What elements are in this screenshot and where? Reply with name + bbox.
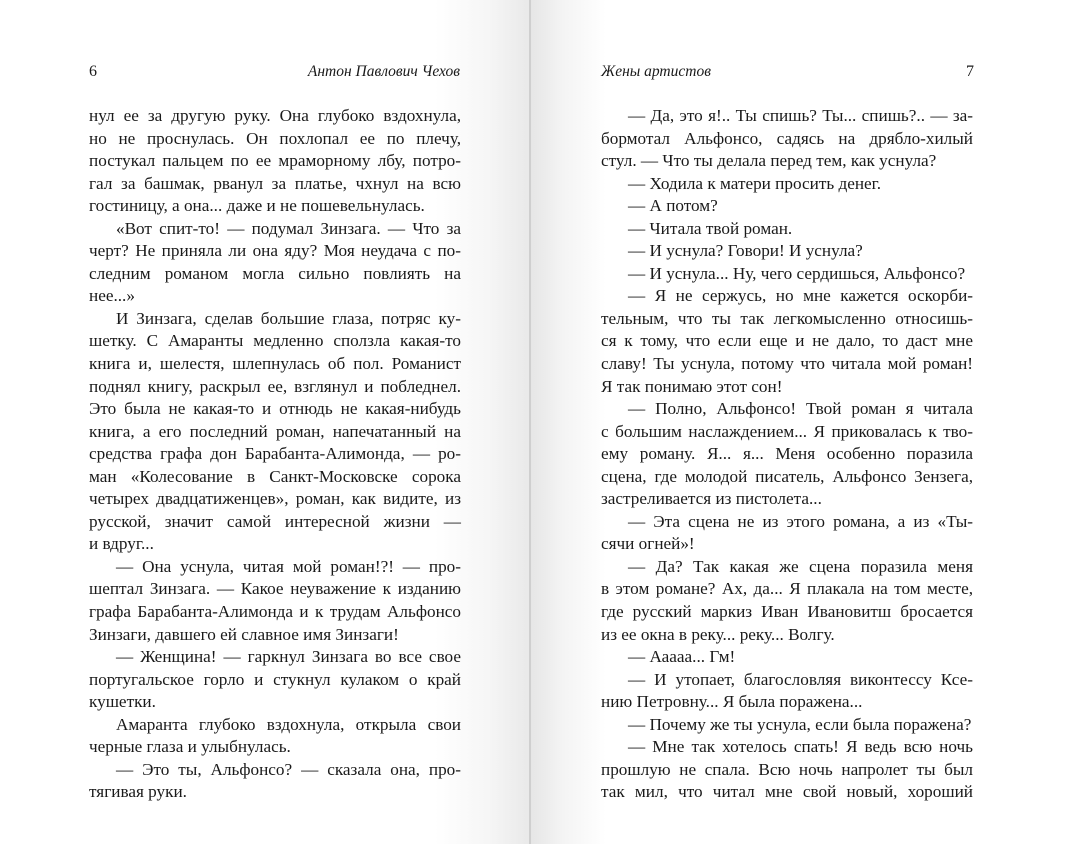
text-line: гостиницу, а она... даже и не пошевельнулась. — [89, 196, 425, 216]
text-line: нее...» — [89, 286, 135, 306]
text-line: и вдруг... — [89, 534, 154, 554]
text-line: сячи огней»! — [601, 534, 695, 554]
text-line: тельным, что ты так легкомысленно относишь- — [601, 308, 973, 328]
text-line: нул ее за другую руку. Она глубоко вздохнула, — [89, 106, 461, 125]
page-number-left: 6 — [89, 63, 97, 80]
left-page — [0, 0, 530, 844]
running-head-author: Антон Павлович Чехов — [307, 63, 460, 80]
text-line: следним романом могла сильно повлиять на — [89, 263, 461, 283]
text-line: русской, значит самой интересной жизни — — [89, 511, 461, 531]
text-line: шетку. С Амаранты медленно сползла какая-то — [89, 331, 461, 351]
text-line: поднял книгу, раскрыл ее, взглянул и побледнел. — [89, 376, 461, 396]
text-line: тягивая руки. — [89, 782, 187, 802]
text-line: И Зинзага, сделав большие глаза, потряс ку- — [116, 308, 461, 328]
text-line: — И уснула... Ну, чего сердишься, Альфонсо? — [628, 263, 966, 283]
left-page-body-text — [89, 105, 461, 804]
text-line: где русский маркиз Иван Ивановитш бросается — [601, 602, 973, 622]
text-line: из ее окна в реку... реку... Волгу. — [601, 624, 835, 644]
text-line: — Я не сержусь, но мне кажется оскорби- — [628, 286, 973, 306]
text-line: постукал пальцем по ее мраморному лбу, потро- — [89, 151, 461, 171]
text-line: — Женщина! — гаркнул Зинзага во все свое — [116, 647, 461, 667]
text-line: — А потом? — [628, 196, 718, 216]
text-line: — Да? Так какая же сцена поразила меня — [628, 556, 973, 576]
right-page — [531, 0, 1065, 844]
text-line: «Вот спит-то! — подумал Зинзага. — Что за — [116, 218, 461, 238]
right-page-body-text — [601, 105, 973, 804]
page-number-right: 7 — [966, 63, 974, 80]
text-line: черт? Не приняла ли она яду? Моя неудача с по- — [89, 241, 461, 261]
text-line: — И уснула? Говори! И уснула? — [628, 241, 863, 261]
text-line: шептал Зинзага. — Какое неуважение к изданию — [89, 579, 461, 599]
text-line: бормотал Альфонсо, садясь на дрябло-хилый — [601, 128, 973, 148]
text-line: Амаранта глубоко вздохнула, открыла свои — [116, 714, 461, 734]
text-line: — Ааааа... Гм! — [628, 647, 736, 667]
text-line: но не проснулась. Он похлопал ее по плечу, — [89, 128, 461, 148]
text-line: сцена, где молодой писатель, Альфонсо Зензега, — [601, 466, 973, 486]
text-line: славу! Ты уснула, потому что читала мой роман! — [601, 354, 973, 374]
text-line: книга, а его последний роман, напечатанный на — [89, 421, 461, 441]
text-line: — Читала твой роман. — [628, 218, 793, 238]
text-line: — Мне так хотелось спать! Я ведь всю ночь — [628, 737, 973, 757]
text-line: — Да, это я!.. Ты спишь? Ты... спишь?.. — за- — [628, 106, 973, 125]
text-line: кушетки. — [89, 692, 156, 712]
text-line: средства графа дон Барабанта-Алимонда, — ро- — [89, 444, 461, 464]
text-line: стул. — Что ты делала перед тем, как уснула? — [601, 151, 937, 171]
text-line: Это была не какая-то и отнюдь не какая-нибудь — [89, 399, 461, 419]
text-line: — Почему же ты уснула, если была поражена? — [628, 714, 972, 734]
text-line: четырех двадцатиженцев», роман, как видите, из — [89, 489, 461, 509]
text-line: гал за башмак, рванул за платье, чхнул на всю — [89, 173, 461, 193]
text-line: ман «Колесование в Санкт-Московске сорока — [89, 466, 461, 486]
running-head-title: Жены артистов — [601, 63, 711, 80]
text-line: застреливается из пистолета... — [601, 489, 822, 509]
text-line: Я так понимаю этот сон! — [601, 376, 783, 396]
text-line: ся к тому, что если еще и не дало, то даст мне — [601, 331, 973, 351]
text-line: — И утопает, благословляя виконтессу Ксе- — [628, 669, 973, 689]
text-line: ему роману. Я... я... Меня особенно поразила — [601, 444, 973, 464]
text-line: Зинзаги, давшего ей славное имя Зинзаги! — [89, 624, 399, 644]
text-line: — Ходила к матери просить денег. — [628, 173, 882, 193]
text-line: — Это ты, Альфонсо? — сказала она, про- — [116, 759, 461, 779]
text-line: книга и, шелестя, шлепнулась об пол. Романист — [89, 354, 461, 374]
text-line: в этом романе? Ах, да... Я плакала на том месте, — [601, 579, 973, 599]
text-line: прошлую не спала. Всю ночь напролет ты был — [601, 759, 973, 779]
text-line: — Полно, Альфонсо! Твой роман я читала — [628, 399, 973, 419]
text-line: графа Барабанта-Алимонда и к трудам Альфонсо — [89, 602, 461, 622]
text-line: португальское горло и стукнул кулаком о край — [89, 669, 461, 689]
text-line: с большим наслаждением... Я приковалась к тво- — [601, 421, 973, 441]
text-line: — Эта сцена не из этого романа, а из «Ты- — [628, 511, 973, 531]
text-line: — Она уснула, читая мой роман!?! — про- — [116, 556, 461, 576]
text-line: черные глаза и улыбнулась. — [89, 737, 291, 757]
text-line: так мил, что читал мне свой новый, хороший — [601, 782, 973, 802]
text-line: нию Петровну... Я была поражена... — [601, 692, 863, 712]
